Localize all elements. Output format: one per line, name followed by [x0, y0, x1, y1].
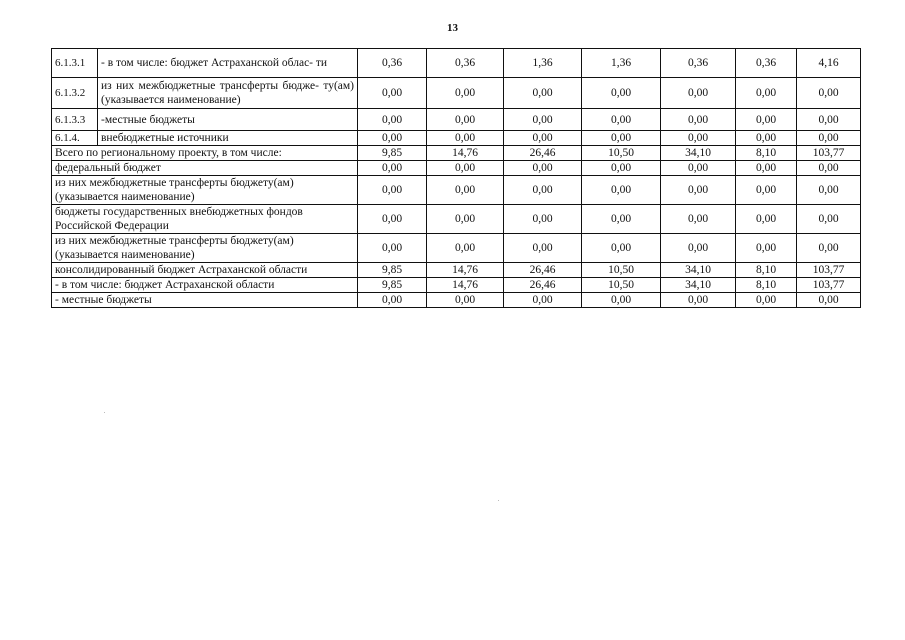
value-cell: 4,16 — [797, 49, 861, 78]
table-row — [52, 176, 861, 205]
value-cell: 0,00 — [736, 109, 797, 131]
value-cell: 0,00 — [797, 234, 861, 263]
value-cell: 0,00 — [661, 131, 736, 146]
value-cell: 0,00 — [358, 293, 427, 308]
table-row — [52, 146, 861, 161]
value-cell: 0,00 — [582, 161, 661, 176]
value-cell: 0,00 — [582, 293, 661, 308]
row-label: консолидированный бюджет Астраханской области — [52, 263, 358, 278]
value-cell: 0,00 — [797, 293, 861, 308]
value-cell: 8,10 — [736, 146, 797, 161]
row-label: - в том числе: бюджет Астраханской области — [52, 278, 358, 293]
value-cell: 0,00 — [504, 131, 582, 146]
value-cell: 0,00 — [797, 161, 861, 176]
value-cell: 14,76 — [427, 278, 504, 293]
table-body — [52, 49, 861, 308]
value-cell: 10,50 — [582, 146, 661, 161]
value-cell: 0,36 — [661, 49, 736, 78]
value-cell: 0,00 — [504, 205, 582, 234]
budget-table — [51, 48, 861, 308]
value-cell: 0,00 — [582, 78, 661, 109]
value-cell: 103,77 — [797, 278, 861, 293]
row-code: 6.1.4. — [52, 131, 98, 146]
value-cell: 0,00 — [504, 78, 582, 109]
value-cell: 0,00 — [661, 176, 736, 205]
value-cell: 0,00 — [427, 131, 504, 146]
table-row — [52, 278, 861, 293]
value-cell: 0,00 — [661, 205, 736, 234]
value-cell: 0,00 — [797, 205, 861, 234]
value-cell: 0,00 — [736, 161, 797, 176]
value-cell: 0,00 — [427, 109, 504, 131]
value-cell: 0,00 — [358, 176, 427, 205]
value-cell: 10,50 — [582, 263, 661, 278]
table-row — [52, 234, 861, 263]
value-cell: 0,00 — [358, 109, 427, 131]
value-cell: 0,00 — [736, 176, 797, 205]
value-cell: 0,00 — [358, 161, 427, 176]
row-label: -местные бюджеты — [98, 109, 358, 131]
value-cell: 0,00 — [427, 234, 504, 263]
value-cell: 0,00 — [797, 131, 861, 146]
value-cell: 34,10 — [661, 263, 736, 278]
value-cell: 0,00 — [358, 234, 427, 263]
scan-speck — [104, 412, 105, 413]
value-cell: 0,00 — [358, 78, 427, 109]
scan-speck — [498, 500, 499, 501]
row-label: - в том числе: бюджет Астраханской облас- ти — [98, 49, 358, 78]
value-cell: 0,36 — [736, 49, 797, 78]
value-cell: 0,00 — [736, 234, 797, 263]
value-cell: 8,10 — [736, 278, 797, 293]
value-cell: 0,36 — [427, 49, 504, 78]
value-cell: 10,50 — [582, 278, 661, 293]
row-label: из них межбюджетные трансферты бюдже- ту(ам) (указывается наименование) — [98, 78, 358, 109]
value-cell: 9,85 — [358, 263, 427, 278]
value-cell: 0,00 — [661, 109, 736, 131]
value-cell: 0,00 — [504, 176, 582, 205]
value-cell: 0,00 — [736, 293, 797, 308]
table-row — [52, 78, 861, 109]
value-cell: 34,10 — [661, 278, 736, 293]
value-cell: 26,46 — [504, 263, 582, 278]
value-cell: 0,00 — [736, 131, 797, 146]
row-label: из них межбюджетные трансферты бюджету(ам) (указывается наименование) — [52, 176, 358, 205]
value-cell: 103,77 — [797, 263, 861, 278]
row-label: внебюджетные источники — [98, 131, 358, 146]
value-cell: 0,00 — [661, 161, 736, 176]
value-cell: 0,00 — [736, 205, 797, 234]
value-cell: 8,10 — [736, 263, 797, 278]
value-cell: 34,10 — [661, 146, 736, 161]
page-number: 13 — [447, 22, 458, 34]
table-row — [52, 131, 861, 146]
value-cell: 0,00 — [358, 131, 427, 146]
value-cell: 103,77 — [797, 146, 861, 161]
value-cell: 0,00 — [504, 161, 582, 176]
value-cell: 1,36 — [582, 49, 661, 78]
row-code: 6.1.3.3 — [52, 109, 98, 131]
table-row — [52, 109, 861, 131]
value-cell: 26,46 — [504, 278, 582, 293]
value-cell: 0,00 — [504, 234, 582, 263]
value-cell: 14,76 — [427, 146, 504, 161]
row-label: федеральный бюджет — [52, 161, 358, 176]
row-code: 6.1.3.2 — [52, 78, 98, 109]
table-row — [52, 263, 861, 278]
table-row — [52, 293, 861, 308]
value-cell: 0,36 — [358, 49, 427, 78]
value-cell: 0,00 — [582, 131, 661, 146]
value-cell: 0,00 — [504, 293, 582, 308]
value-cell: 0,00 — [427, 78, 504, 109]
value-cell: 0,00 — [736, 78, 797, 109]
value-cell: 0,00 — [427, 293, 504, 308]
value-cell: 0,00 — [504, 109, 582, 131]
row-label: Всего по региональному проекту, в том числе: — [52, 146, 358, 161]
value-cell: 0,00 — [582, 109, 661, 131]
value-cell: 9,85 — [358, 146, 427, 161]
value-cell: 9,85 — [358, 278, 427, 293]
value-cell: 0,00 — [661, 234, 736, 263]
value-cell: 1,36 — [504, 49, 582, 78]
value-cell: 0,00 — [427, 176, 504, 205]
row-label: - местные бюджеты — [52, 293, 358, 308]
value-cell: 0,00 — [427, 161, 504, 176]
table-row — [52, 161, 861, 176]
value-cell: 0,00 — [358, 205, 427, 234]
value-cell: 14,76 — [427, 263, 504, 278]
table-row — [52, 49, 861, 78]
value-cell: 0,00 — [582, 205, 661, 234]
row-label: из них межбюджетные трансферты бюджету(ам) (указывается наименование) — [52, 234, 358, 263]
value-cell: 0,00 — [582, 176, 661, 205]
value-cell: 0,00 — [661, 78, 736, 109]
row-code: 6.1.3.1 — [52, 49, 98, 78]
row-label: бюджеты государственных внебюджетных фондов Российской Федерации — [52, 205, 358, 234]
value-cell: 0,00 — [797, 78, 861, 109]
value-cell: 0,00 — [797, 109, 861, 131]
table-row — [52, 205, 861, 234]
value-cell: 0,00 — [582, 234, 661, 263]
value-cell: 26,46 — [504, 146, 582, 161]
value-cell: 0,00 — [797, 176, 861, 205]
value-cell: 0,00 — [661, 293, 736, 308]
value-cell: 0,00 — [427, 205, 504, 234]
